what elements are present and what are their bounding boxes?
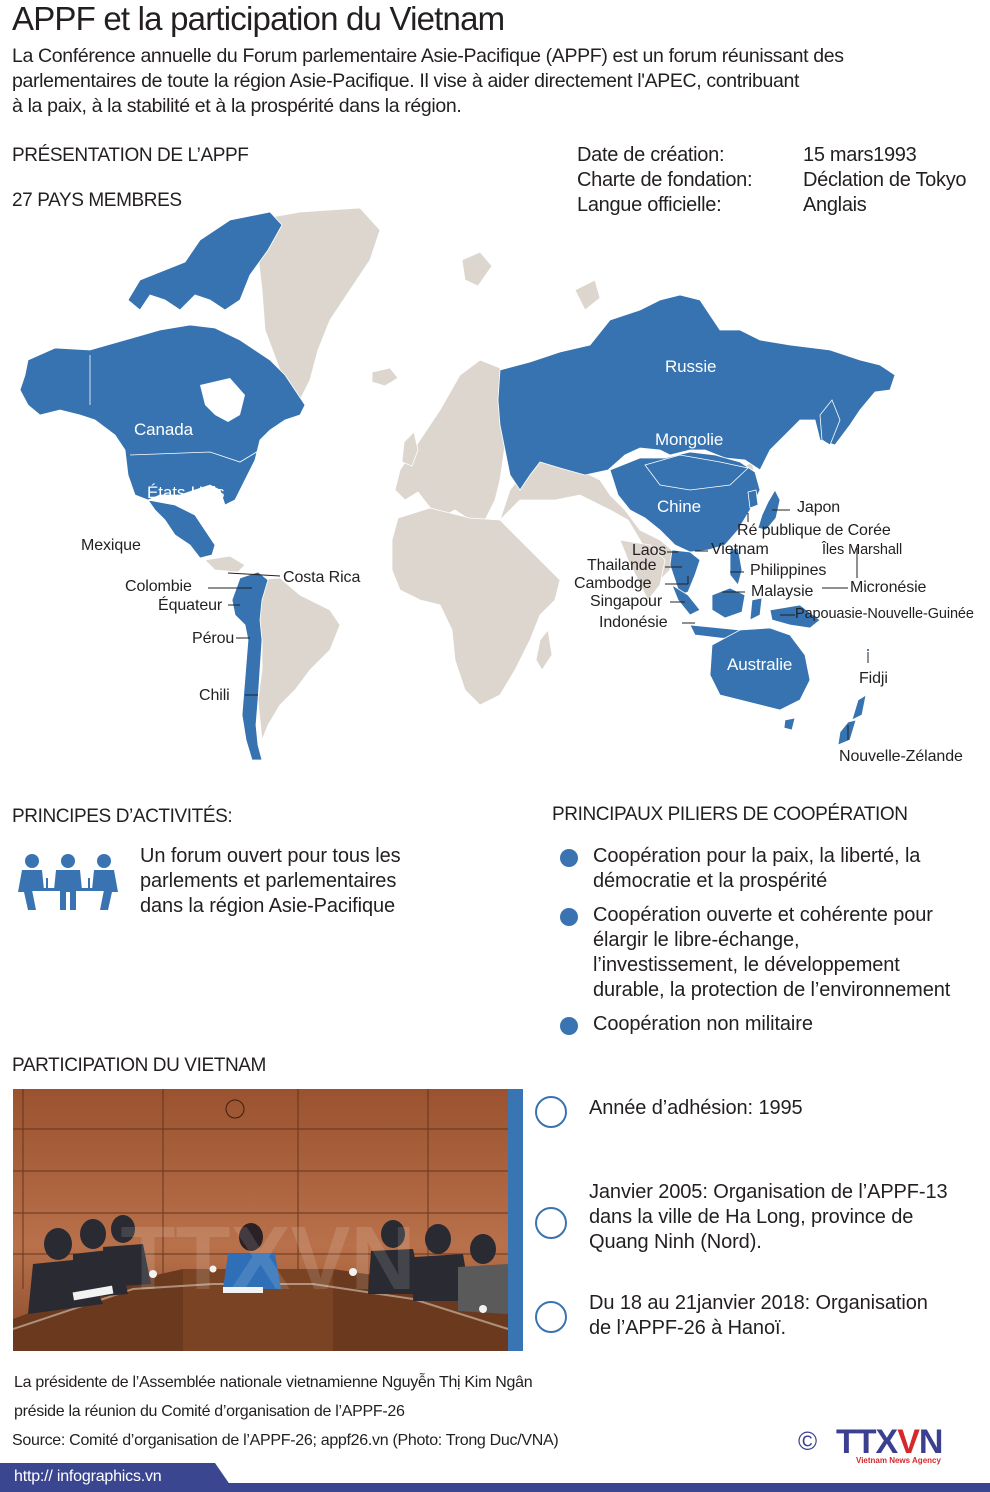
fact-label: Charte de fondation: [577, 169, 753, 191]
map-label-ecuador: Équateur [158, 597, 223, 614]
world-map [0, 200, 990, 780]
pillar-line: élargir le libre-échange, [593, 929, 800, 951]
pillar-item [560, 1012, 990, 1037]
map-label-indonesia: Indonésie [599, 614, 668, 631]
pillar-line: Coopération non militaire [593, 1013, 813, 1035]
pillar-line: durable, la protection de l’environnement [593, 979, 951, 1001]
caption-line: La présidente de l’Assemblée nationale vietnamienne Nguyễn Thị Kim Ngân [14, 1374, 533, 1391]
logo-text-v: V [897, 1423, 919, 1461]
map-label-vietnam: Vietnam [711, 541, 769, 558]
caption-line: préside la réunion du Comité d’organisation de l’APPF-26 [14, 1403, 405, 1420]
pillars-list [560, 844, 990, 1046]
fact-value: Anglais [803, 194, 867, 216]
bullet-dot-icon [560, 908, 578, 926]
timeline-line: de l’APPF-26 à Hanoï. [589, 1317, 786, 1339]
presentation-heading: PRÉSENTATION DE L’APPF [12, 145, 249, 166]
website-link[interactable]: http:// infographics.vn [14, 1468, 162, 1485]
map-label-papua-new-guinea: Papouasie-Nouvelle-Guinée [795, 606, 974, 622]
timeline-line: Janvier 2005: Organisation de l’APPF-13 [589, 1181, 948, 1203]
participation-heading: PARTICIPATION DU VIETNAM [12, 1055, 266, 1076]
map-label-cambodia: Cambodge [574, 575, 652, 592]
footer-bar [0, 1463, 990, 1492]
logo-subtitle: Vietnam News Agency [856, 1456, 941, 1465]
bullet-dot-icon [560, 849, 578, 867]
map-label-korea: Ré publique de Corée [737, 522, 891, 539]
timeline-circle-icon [535, 1096, 567, 1128]
map-label-canada: Canada [134, 420, 193, 439]
pillar-item [560, 844, 990, 894]
bullet-dot-icon [560, 1017, 578, 1035]
photo-accent-strip [508, 1089, 523, 1351]
map-label-peru: Pérou [192, 630, 235, 647]
map-label-new-zealand: Nouvelle-Zélande [839, 748, 963, 765]
pillar-line: Coopération pour la paix, la liberté, la [593, 845, 921, 867]
members-count: 27 PAYS MEMBRES [12, 190, 182, 211]
map-label-china: Chine [657, 497, 701, 516]
fact-label: Langue officielle: [577, 194, 722, 216]
principle-line: parlements et parlementaires [140, 870, 397, 892]
intro-line: parlementaires de toute la région Asie-Pacifique. Il vise à aider directement l'APEC, contribuant [12, 70, 800, 92]
map-label-usa: États-Unis [147, 483, 225, 502]
fact-label: Date de création: [577, 144, 725, 166]
pillars-heading: PRINCIPAUX PILIERS DE COOPÉRATION [552, 804, 908, 825]
map-label-micronesia: Micronésie [850, 579, 927, 596]
timeline-line: Du 18 au 21janvier 2018: Organisation [589, 1292, 928, 1314]
principle-text [140, 844, 401, 919]
map-label-fiji: Fidji [859, 670, 888, 687]
map-label-malaysia: Malaysie [751, 583, 814, 600]
map-label-singapore: Singapour [590, 593, 663, 610]
map-label-chile: Chili [199, 687, 230, 704]
map-label-russia: Russie [665, 357, 717, 376]
meeting-photo-graphic [13, 1089, 523, 1351]
timeline-circle-icon [535, 1301, 567, 1333]
fact-value: 15 mars1993 [803, 144, 917, 166]
meeting-photo [13, 1089, 523, 1351]
timeline-line: Année d’adhésion: 1995 [589, 1097, 803, 1119]
principle-line: Un forum ouvert pour tous les [140, 845, 401, 867]
intro-line: La Conférence annuelle du Forum parlementaire Asie-Pacifique (APPF) est un forum réunissant des [12, 45, 844, 67]
photo-caption [14, 1368, 532, 1426]
principle-line: dans la région Asie-Pacifique [140, 895, 396, 917]
pillar-item [560, 903, 990, 1003]
map-label-mongolia: Mongolie [655, 430, 724, 449]
source-credit: Source: Comité d’organisation de l’APPF-26; appf26.vn (Photo: Trong Duc/VNA) [12, 1432, 559, 1449]
map-label-thailand: Thailande [587, 557, 657, 574]
ttxvn-logo [798, 1423, 968, 1468]
timeline-text [589, 1096, 803, 1121]
timeline-text [589, 1291, 928, 1341]
map-label-japan: Japon [797, 499, 841, 516]
svg-text:TTXVN: TTXVN [120, 1209, 416, 1309]
pillar-line: l’investissement, le développement [593, 954, 900, 976]
timeline-circle-icon [535, 1207, 567, 1239]
map-label-australia: Australie [727, 655, 793, 674]
map-label-laos: Laos [632, 542, 667, 559]
principles-heading: PRINCIPES D’ACTIVITÉS: [12, 806, 233, 827]
logo-text-ttx: TTX [836, 1423, 898, 1461]
intro-line: à la paix, à la stabilité et à la prospérité dans la région. [12, 95, 462, 117]
timeline-text [589, 1180, 948, 1255]
map-label-marshall-islands: Îles Marshall [822, 542, 903, 558]
fact-row-charter [577, 168, 966, 193]
pillar-line: démocratie et la prospérité [593, 870, 828, 892]
meeting-people-icon [14, 852, 122, 914]
timeline-line: dans la ville de Ha Long, province de [589, 1206, 914, 1228]
timeline-line: Quang Ninh (Nord). [589, 1231, 762, 1253]
fact-value: Déclation de Tokyo [803, 169, 967, 191]
intro-paragraph [12, 44, 972, 119]
map-label-colombia: Colombie [125, 578, 192, 595]
fact-row-creation-date [577, 143, 966, 168]
copyright-icon: © [798, 1426, 818, 1456]
logo-text-n: N [918, 1423, 943, 1461]
page-title: APPF et la participation du Vietnam [12, 0, 505, 37]
pillar-line: Coopération ouverte et cohérente pour [593, 904, 933, 926]
map-label-philippines: Philippines [750, 562, 827, 579]
map-label-costa-rica: Costa Rica [283, 569, 361, 586]
map-label-mexico: Mexique [81, 537, 141, 554]
